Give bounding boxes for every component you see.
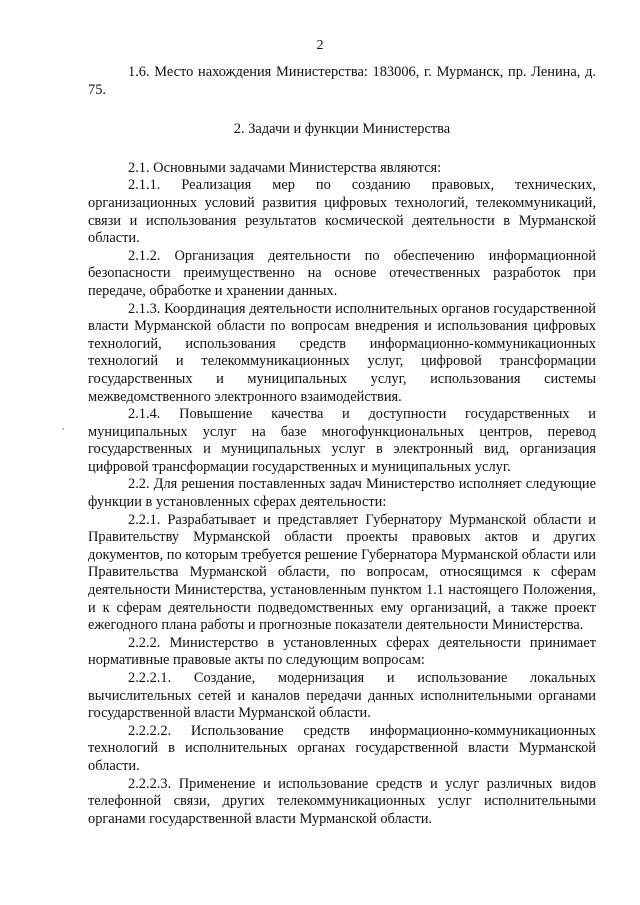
paragraph-2-2: 2.2. Для решения поставленных задач Министерство исполняет следующие функции в установленных сферах деятельности: (88, 476, 596, 511)
paragraph-2-1-2: 2.1.2. Организация деятельности по обеспечению информационной безопасности преимущественно на основе отечественных разработок при передаче, обработке и хранении данных. (88, 247, 596, 299)
paragraph-2-2-2-3: 2.2.2.3. Применение и использование средств и услуг различных видов телефонной связи, других телекоммуникационных услуг исполнительными органами государственной власти Мурманской области. (88, 775, 596, 827)
paragraph-2-1: 2.1. Основными задачами Министерства являются: (128, 159, 442, 176)
paragraph-2-1-3: 2.1.3. Координация деятельности исполнительных органов государственной власти Мурманской области по вопросам внедрения и использования цифровых технологий, использования средств информационно-коммуникационных технологий и телекоммуникационных услуг, цифровой трансформации государственных и муниципальных услуг, использования системы межведомственного электронного взаимодействия. (88, 300, 596, 405)
paragraph-2-2-2: 2.2.2. Министерство в установленных сферах деятельности принимает нормативные правовые акты по следующим вопросам: (88, 634, 596, 669)
margin-mark (62, 428, 64, 430)
paragraph-2-2-2-2: 2.2.2.2. Использование средств информационно-коммуникационных технологий в исполнительных органах государственной власти Мурманской области. (88, 722, 596, 774)
paragraph-1-6: 1.6. Место нахождения Министерства: 183006, г. Мурманск, пр. Ленина, д. 75. (88, 64, 596, 98)
document-body (88, 64, 596, 828)
section-heading: 2. Задачи и функции Министерства (233, 121, 451, 138)
paragraph-2-1-1: 2.1.1. Реализация мер по созданию правовых, технических, организационных условий развития цифровых технологий, телекоммуникаций, связи и использования результатов космической деятельности в Мурманской области. (88, 177, 596, 247)
page-number: 2 (316, 38, 324, 53)
paragraph-2-1-4: 2.1.4. Повышение качества и доступности государственных и муниципальных услуг на базе многофункциональных центров, перевод государственных и муниципальных услуг в электронный вид, организация цифровой трансформации государственных и муниципальных услуг. (88, 406, 596, 475)
paragraph-2-2-1: 2.2.1. Разрабатывает и представляет Губернатору Мурманской области и Правительству Мурманской области проекты правовых актов и других документов, по которым требуется решение Губернатора Мурманской области или Правительства Мурманской области, по вопросам, относящимся к сферам деятельности Министерства, установленным пунктом 1.1 настоящего Положения, и к сферам деятельности подведомственных ему организаций, а также проект ежегодного плана работы и прогнозные показатели деятельности Министерства. (88, 511, 596, 634)
paragraph-2-2-2-1: 2.2.2.1. Создание, модернизация и использование локальных вычислительных сетей и каналов передачи данных исполнительными органами государственной власти Мурманской области. (88, 670, 596, 722)
